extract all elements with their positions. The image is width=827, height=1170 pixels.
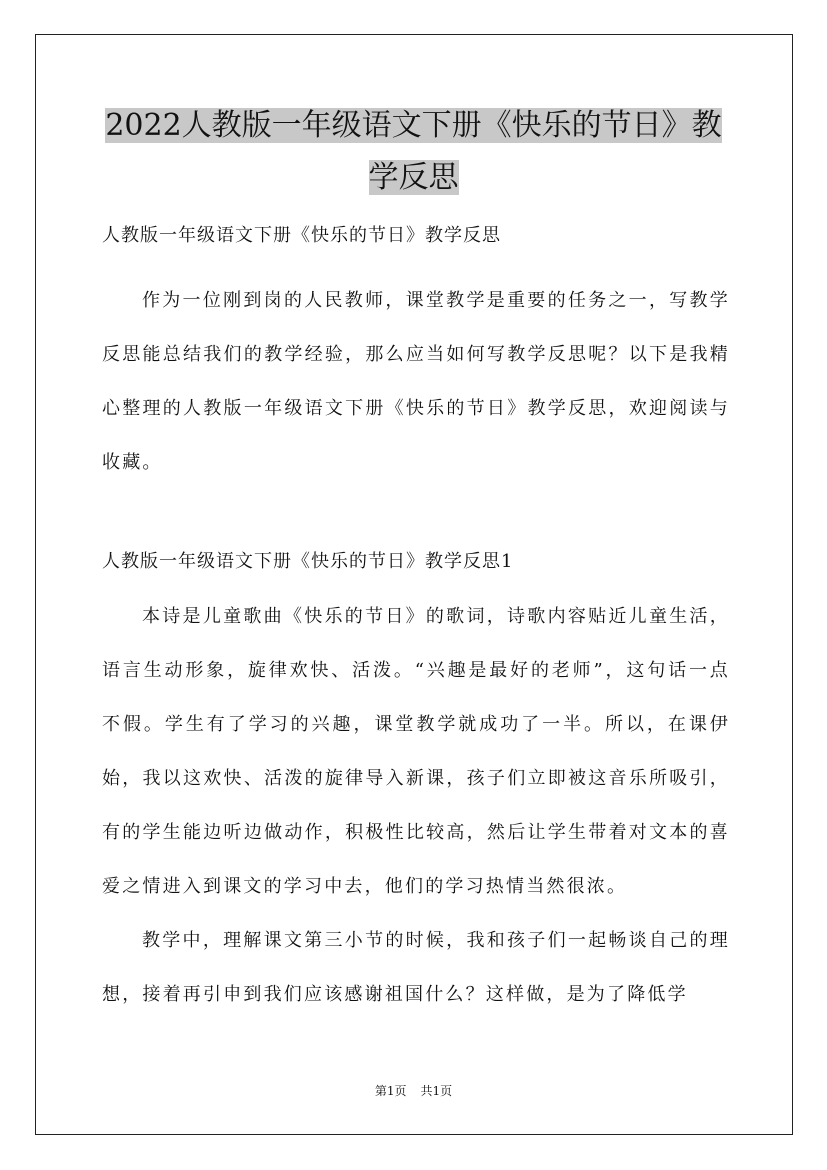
page-total: 共1页	[420, 1084, 453, 1098]
title-line-1: 2022人教版一年级语文下册《快乐的节日》教	[105, 108, 722, 143]
section-1-paragraph-1: 本诗是儿童歌曲《快乐的节日》的歌词，诗歌内容贴近儿童生活，语言生动形象，旋律欢快、活泼。“兴趣是最好的老师”，这句话一点不假。学生有了学习的兴趣，课堂教学就成功了一半。所以，在课伊始，我以这欢快、活泼的旋律导入新课，孩子们立即被这音乐所吸引，有的学生能边听边做动作，积极性比较高，然后让学生带着对文本的喜爱之情进入到课文的学习中去，他们的学习热情当然很浓。	[102, 606, 730, 897]
page-number: 第1页	[374, 1084, 407, 1098]
document-subtitle: 人教版一年级语文下册《快乐的节日》教学反思	[102, 225, 501, 246]
section-1-heading: 人教版一年级语文下册《快乐的节日》教学反思1	[102, 551, 514, 572]
intro-paragraph: 作为一位刚到岗的人民教师，课堂教学是重要的任务之一，写教学反思能总结我们的教学经验，那么应当如何写教学反思呢？以下是我精心整理的人教版一年级语文下册《快乐的节日》教学反思，欢迎阅读与收藏。	[102, 290, 730, 473]
page-footer	[0, 1082, 827, 1099]
document-title	[60, 100, 767, 204]
title-line-2: 学反思	[368, 160, 459, 195]
section-1-paragraph-2: 教学中，理解课文第三小节的时候，我和孩子们一起畅谈自己的理想，接着再引申到我们应该感谢祖国什么？这样做，是为了降低学	[102, 930, 730, 1005]
